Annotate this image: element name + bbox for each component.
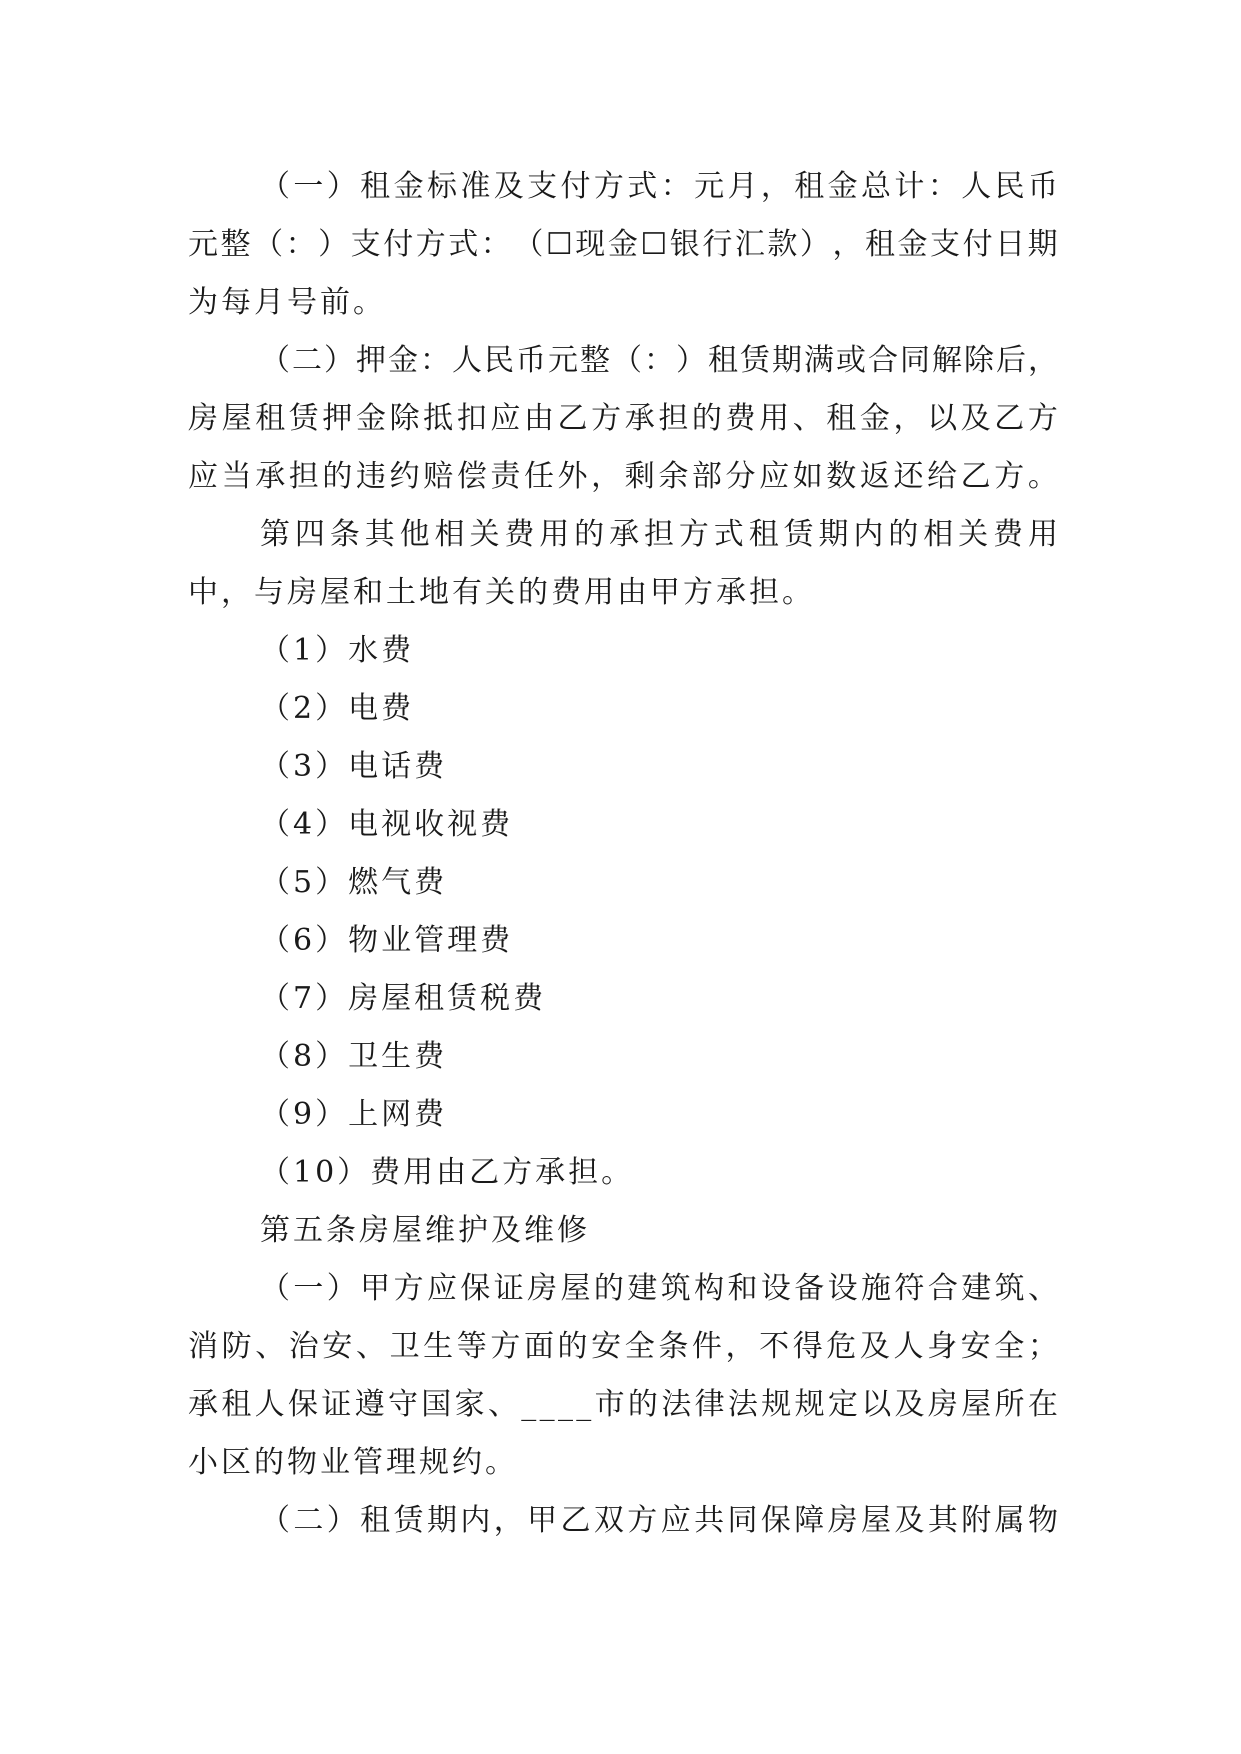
list-item: （6）物业管理费	[260, 923, 514, 958]
paragraph-line: （ 二 ） 租 赁 期 内 ， 甲 乙 双 方 应 共 同 保 障 房 屋 及 其 附 属 物	[260, 1503, 1058, 1538]
list-item: （9）上网费	[260, 1097, 448, 1132]
document-page	[188, 158, 1058, 1550]
paragraph-line: 小区的物业管理规约。	[188, 1445, 518, 1480]
paragraph-line: 房 屋 租 赁 押 金 除 抵 扣 应 由 乙 方 承 担 的 费 用 、 租 金 ， 以 及 乙 方	[188, 401, 1058, 436]
list-item: （4）电视收视费	[260, 807, 514, 842]
paragraph-line: 消 防 、 治 安 、 卫 生 等 方 面 的 安 全 条 件 ， 不 得 危 及 人 身 安 全 ；	[188, 1329, 1058, 1364]
paragraph-line: （ 二 ） 押 金 ： 人 民 币 元 整 （ ： ） 租 赁 期 满 或 合 同 解 除 后 ，	[260, 343, 1058, 378]
list-item: （1）水费	[260, 633, 415, 668]
paragraph-line: 为每月号前。	[188, 285, 386, 320]
paragraph-line: （ 一 ） 租 金 标 准 及 支 付 方 式 ： 元 月 ， 租 金 总 计 ： 人 民 币	[260, 169, 1058, 204]
list-item: （10）费用由乙方承担。	[260, 1155, 635, 1190]
paragraph-line: 元 整 （ ： ） 支 付 方 式 ： （ ☐ 现 金 ☐ 银 行 汇 款 ） ， 租 金 支 付 日 期	[188, 227, 1058, 262]
paragraph-line: （ 一 ） 甲 方 应 保 证 房 屋 的 建 筑 构 和 设 备 设 施 符 合 建 筑 、	[260, 1271, 1058, 1306]
paragraph-line: 承 租 人 保 证 遵 守 国 家 、 _ _ _ _ 市 的 法 律 法 规 规 定 以 及 房 屋 所 在	[188, 1387, 1058, 1422]
paragraph-line: 应 当 承 担 的 违 约 赔 偿 责 任 外 ， 剩 余 部 分 应 如 数 返 还 给 乙 方 。	[188, 459, 1058, 494]
list-item: （3）电话费	[260, 749, 448, 784]
list-item: （7）房屋租赁税费	[260, 981, 547, 1016]
paragraph-line: 第 四 条 其 他 相 关 费 用 的 承 担 方 式 租 赁 期 内 的 相 关 费 用	[260, 517, 1058, 552]
paragraph-line: 中，与房屋和土地有关的费用由甲方承担。	[188, 575, 815, 610]
list-item: （8）卫生费	[260, 1039, 448, 1074]
list-item: （5）燃气费	[260, 865, 448, 900]
section-heading: 第五条房屋维护及维修	[260, 1213, 590, 1248]
list-item: （2）电费	[260, 691, 415, 726]
